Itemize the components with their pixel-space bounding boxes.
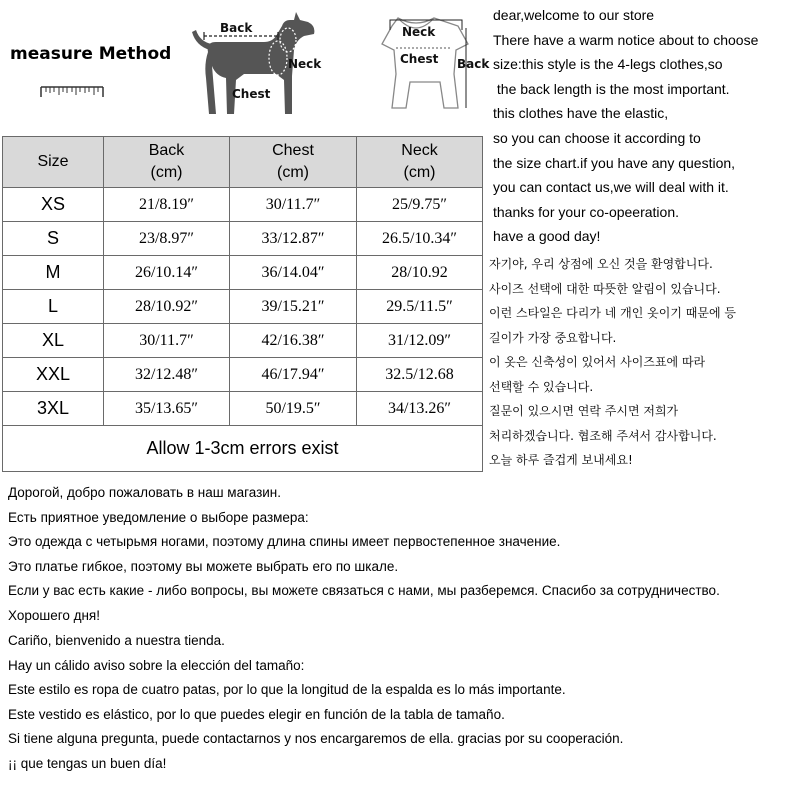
size-cell: L	[3, 290, 104, 324]
neck-cell: 26.5/10.34″	[357, 222, 483, 256]
notice-line: Хорошего дня!	[8, 607, 100, 623]
ruler-icon	[40, 84, 104, 98]
header-back	[104, 137, 230, 188]
dog-measurement-diagram	[186, 6, 346, 126]
size-cell: M	[3, 256, 104, 290]
notice-line: Есть приятное уведомление о выборе размера:	[8, 509, 309, 525]
notice-english	[493, 3, 798, 249]
neck-cell: 28/10.92	[357, 256, 483, 290]
table-row	[3, 256, 483, 290]
notice-line: 이런 스타일은 다리가 네 개인 옷이기 때문에 등	[489, 306, 736, 320]
back-cell: 21/8.19″	[104, 188, 230, 222]
shirt-measurement-diagram	[360, 8, 490, 120]
neck-cell: 32.5/12.68	[357, 358, 483, 392]
size-cell: XS	[3, 188, 104, 222]
size-cell: XXL	[3, 358, 104, 392]
measure-method-title: measure Method	[10, 44, 172, 64]
notice-line: 질문이 있으시면 연락 주시면 저희가	[489, 404, 679, 418]
notice-spanish	[8, 629, 798, 776]
dog-neck-label: Neck	[288, 57, 322, 71]
neck-cell: 34/13.26″	[357, 392, 483, 426]
chest-cell: 36/14.04″	[230, 256, 357, 290]
header-chest	[230, 137, 357, 188]
back-cell: 28/10.92″	[104, 290, 230, 324]
notice-line: Este vestido es elástico, por lo que puedes elegir en función de la tabla de tamaño.	[8, 706, 505, 722]
notice-line: 선택할 수 있습니다.	[489, 379, 594, 394]
header-chest-label: Chest	[272, 142, 314, 159]
table-row	[3, 392, 483, 426]
chest-cell: 42/16.38″	[230, 324, 357, 358]
neck-cell: 29.5/11.5″	[357, 290, 483, 324]
chest-cell: 33/12.87″	[230, 222, 357, 256]
notice-line: this clothes have the elastic,	[493, 105, 669, 122]
notice-russian	[8, 481, 798, 628]
notice-line: ¡¡ que tengas un buen día!	[8, 755, 167, 771]
header-neck	[357, 137, 483, 188]
chest-cell: 50/19.5″	[230, 392, 357, 426]
table-header-row	[3, 137, 483, 188]
size-cell: 3XL	[3, 392, 104, 426]
back-cell: 32/12.48″	[104, 358, 230, 392]
header-back-label: Back	[148, 142, 185, 159]
notice-line: Дорогой, добро пожаловать в наш магазин.	[8, 485, 281, 500]
notice-line: Если у вас есть какие - либо вопросы, вы можете связаться с нами, мы разберемся. Спасибо за сотрудничество.	[8, 583, 720, 598]
notice-line: 이 옷은 신축성이 있어서 사이즈표에 따라	[489, 355, 706, 369]
shirt-neck-label: Neck	[402, 25, 436, 39]
table-row	[3, 358, 483, 392]
back-cell: 26/10.14″	[104, 256, 230, 290]
chest-cell: 30/11.7″	[230, 188, 357, 222]
error-note: Allow 1-3cm errors exist	[3, 426, 483, 472]
header-size: Size	[3, 137, 104, 188]
size-chart-table	[2, 136, 483, 472]
shirt-chest-label: Chest	[400, 52, 439, 66]
table-row	[3, 222, 483, 256]
dog-chest-label: Chest	[232, 87, 271, 101]
neck-cell: 25/9.75″	[357, 188, 483, 222]
notice-line: thanks for your co-opeeration.	[493, 203, 679, 220]
table-row	[3, 324, 483, 358]
notice-line: 처리하겠습니다. 협조해 주셔서 감사합니다.	[489, 428, 717, 443]
notice-line: 오늘 하루 즐겁게 보내세요!	[489, 453, 633, 467]
back-cell: 23/8.97″	[104, 222, 230, 256]
notice-line: Hay un cálido aviso sobre la elección del tamaño:	[8, 657, 305, 673]
header-neck-label: Neck	[401, 142, 438, 159]
back-cell: 30/11.7″	[104, 324, 230, 358]
table-row	[3, 290, 483, 324]
header-neck-unit: (cm)	[403, 164, 436, 181]
back-cell: 35/13.65″	[104, 392, 230, 426]
chest-cell: 46/17.94″	[230, 358, 357, 392]
notice-line: 사이즈 선택에 대한 따뜻한 알림이 있습니다.	[489, 281, 721, 296]
size-cell: S	[3, 222, 104, 256]
notice-line: Este estilo es ropa de cuatro patas, por lo que la longitud de la espalda es lo más importante.	[8, 682, 566, 697]
chest-cell: 39/15.21″	[230, 290, 357, 324]
header-back-unit: (cm)	[150, 164, 183, 181]
notice-korean	[489, 252, 799, 473]
shirt-back-label: Back	[457, 57, 490, 71]
notice-line: 자기야, 우리 상점에 오신 것을 환영합니다.	[489, 257, 713, 271]
notice-line: There have a warm notice about to choose	[493, 31, 759, 48]
notice-line: Это одежда с четырьмя ногами, поэтому длина спины имеет первостепенное значение.	[8, 534, 561, 549]
notice-line: 길이가 가장 중요합니다.	[489, 330, 617, 345]
dog-back-label: Back	[220, 21, 253, 35]
notice-line: the back length is the most important.	[493, 80, 730, 97]
table-row	[3, 188, 483, 222]
notice-line: so you can choose it according to	[493, 129, 701, 146]
notice-line: Si tiene alguna pregunta, puede contactarnos y nos encargaremos de ella. gracias por su cooperación.	[8, 731, 624, 746]
notice-line: you can contact us,we will deal with it.	[493, 179, 729, 196]
notice-line: size:this style is the 4-legs clothes,so	[493, 56, 723, 73]
header-chest-unit: (cm)	[277, 164, 309, 181]
table-note-row	[3, 426, 483, 472]
neck-cell: 31/12.09″	[357, 324, 483, 358]
notice-line: the size chart.if you have any question,	[493, 154, 736, 171]
notice-line: Cariño, bienvenido a nuestra tienda.	[8, 633, 225, 648]
notice-line: dear,welcome to our store	[493, 7, 655, 23]
notice-line: have a good day!	[493, 228, 601, 245]
size-cell: XL	[3, 324, 104, 358]
notice-line: Это платье гибкое, поэтому вы можете выбрать его по шкале.	[8, 558, 399, 574]
